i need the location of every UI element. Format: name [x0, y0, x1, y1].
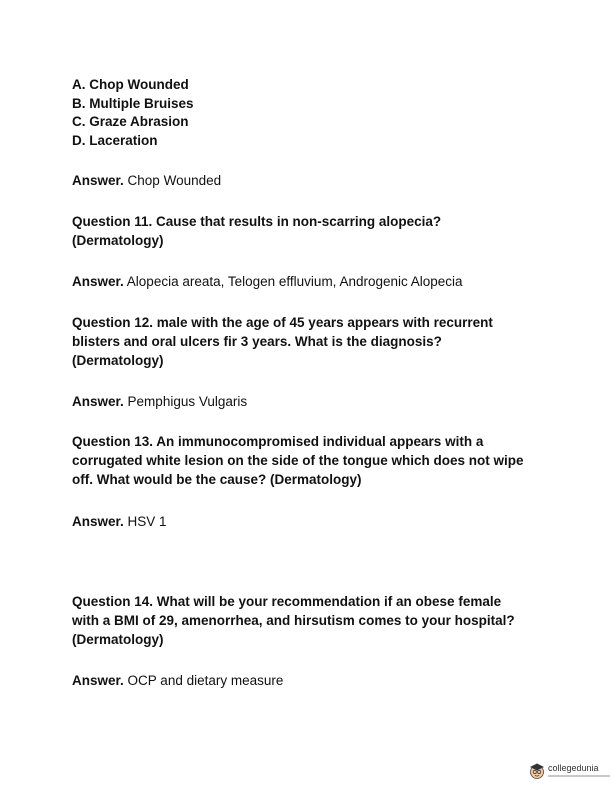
question-13	[72, 432, 552, 489]
collegedunia-logo	[528, 760, 612, 784]
question-line: Question 12. male with the age of 45 years appears with recurrent	[72, 315, 493, 330]
question-12	[72, 313, 552, 370]
question-line: Question 13. An immunocompromised individual appears with a	[72, 434, 484, 449]
answer-12	[72, 392, 552, 411]
question-11	[72, 212, 552, 250]
answer-label: Answer.	[72, 274, 124, 289]
question-line: blisters and oral ulcers fir 3 years. What is the diagnosis?	[72, 334, 442, 349]
option-c: C. Graze Abrasion	[72, 114, 189, 129]
answer-label: Answer.	[72, 394, 124, 409]
question-line: (Dermatology)	[72, 632, 164, 647]
answer-options-list	[72, 76, 194, 150]
answer-text: OCP and dietary measure	[127, 673, 284, 688]
answer-11	[72, 272, 552, 291]
answer-text: Chop Wounded	[127, 173, 222, 188]
option-d: D. Laceration	[72, 132, 158, 148]
answer-label: Answer.	[72, 173, 124, 188]
question-line: with a BMI of 29, amenorrhea, and hirsutism comes to your hospital?	[72, 613, 515, 628]
answer-text: HSV 1	[127, 514, 167, 529]
question-line: (Dermatology)	[72, 353, 164, 368]
question-line: (Dermatology)	[72, 233, 164, 248]
question-14	[72, 592, 552, 649]
graduate-mascot-icon	[528, 762, 546, 780]
question-line: corrugated white lesion on the side of the tongue which does not wipe	[72, 453, 524, 468]
question-line: Question 14. What will be your recommendation if an obese female	[72, 594, 502, 609]
logo-tagline-bar	[548, 775, 610, 777]
logo-wordmark: collegedunia	[548, 763, 599, 773]
answer-label: Answer.	[72, 514, 124, 529]
answer-label: Answer.	[72, 673, 124, 688]
answer-14	[72, 671, 552, 690]
answer-text: Pemphigus Vulgaris	[127, 394, 248, 409]
option-a: A. Chop Wounded	[72, 77, 189, 92]
question-line: off. What would be the cause? (Dermatology)	[72, 472, 362, 487]
answer-10	[72, 171, 552, 190]
answer-text: Alopecia areata, Telogen effluvium, Androgenic Alopecia	[126, 274, 463, 289]
question-line: Question 11. Cause that results in non-scarring alopecia?	[72, 214, 442, 229]
option-b: B. Multiple Bruises	[72, 95, 194, 111]
answer-13	[72, 512, 552, 531]
